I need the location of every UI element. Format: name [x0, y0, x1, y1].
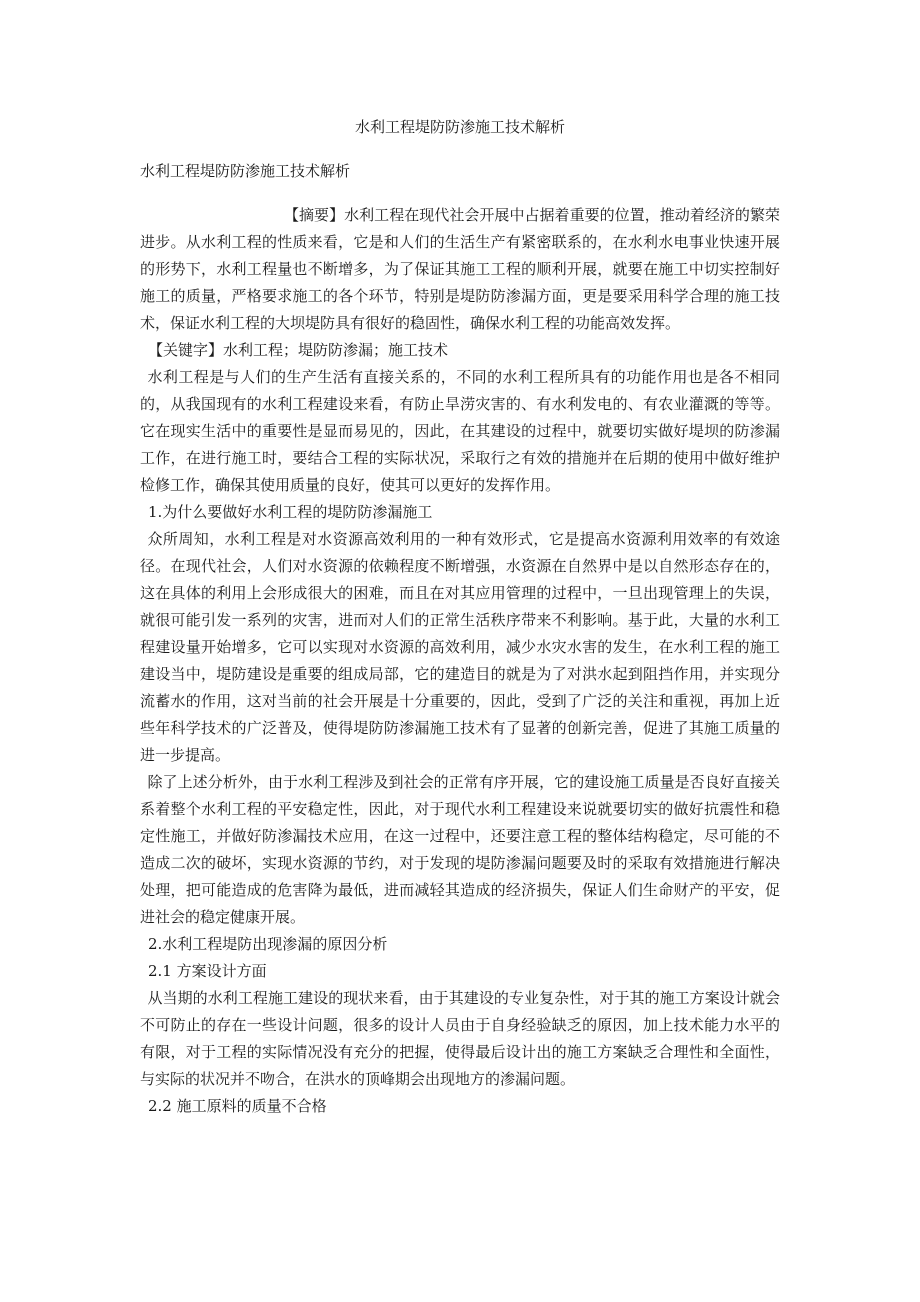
section-1-heading: 1.为什么要做好水利工程的堤防防渗漏施工	[148, 503, 433, 521]
section-2-1-paragraph: 从当期的水利工程施工建设的现状来看，由于其建设的专业复杂性，对于其的施工方案设计就会不可防止的存在一些设计问题，很多的设计人员由于自身经验缺乏的原因，加上技术能力水平的有限，对于工程的实际情况没有充分的把握，使得最后设计出的施工方案缺乏合理性和全面性，与实际的状况并不吻合，在洪水的顶峰期会出现地方的渗漏问题。	[140, 989, 780, 1088]
intro-paragraph: 水利工程是与人们的生产生活有直接关系的，不同的水利工程所具有的功能作用也是各不相同的，从我国现有的水利工程建设来看，有防止旱涝灾害的、有水利发电的、有农业灌溉的等等。它在现实生活中的重要性是显而易见的，因此，在其建设的过程中，就要切实做好堤坝的防渗漏工作，在进行施工时，要结合工程的实际状况，采取行之有效的措施并在后期的使用中做好维护检修工作，确保其使用质量的良好，使其可以更好的发挥作用。	[140, 368, 780, 494]
document-title: 水利工程堤防防渗施工技术解析	[354, 118, 565, 136]
section-2-2-heading: 2.2 施工原料的质量不合格	[148, 1097, 327, 1115]
section-1-paragraph-1: 众所周知，水利工程是对水资源高效利用的一种有效形式，它是提高水资源利用效率的有效途径。在现代社会，人们对水资源的依赖程度不断增强，水资源在自然界中是以自然形态存在的，这在具体的利用上会形成很大的困难，而且在对其应用管理的过程中，一旦出现管理上的失误，就很可能引发一系列的灾害，进而对人们的正常生活秩序带来不利影响。基于此，大量的水利工程建设量开始增多，它可以实现对水资源的高效利用，减少水灾水害的发生，在水利工程的施工建设当中，堤防建设是重要的组成局部，它的建造目的就是为了对洪水起到阻挡作用，并实现分流蓄水的作用，这对当前的社会开展是十分重要的，因此，受到了广泛的关注和重视，再加上近些年科学技术的广泛普及，使得堤防防渗漏施工技术有了显著的创新完善，促进了其施工质量的进一步提高。	[140, 530, 780, 764]
section-2-heading: 2.水利工程堤防出现渗漏的原因分析	[148, 935, 388, 953]
abstract-paragraph: 【摘要】水利工程在现代社会开展中占据着重要的位置，推动着经济的繁荣进步。从水利工程的性质来看，它是和人们的生活生产有紧密联系的，在水利水电事业快速开展的形势下，水利工程量也不断增多，为了保证其施工工程的顺利开展，就要在施工中切实控制好施工的质量，严格要求施工的各个环节，特别是堤防防渗漏方面，更是要采用科学合理的施工技术，保证水利工程的大坝堤防具有很好的稳固性，确保水利工程的功能高效发挥。	[140, 206, 780, 332]
document-subtitle: 水利工程堤防防渗施工技术解析	[140, 162, 351, 180]
section-1-paragraph-2: 除了上述分析外，由于水利工程涉及到社会的正常有序开展，它的建设施工质量是否良好直接关系着整个水利工程的平安稳定性，因此，对于现代水利工程建设来说就要切实的做好抗震性和稳定性施工，并做好防渗漏技术应用，在这一过程中，还要注意工程的整体结构稳定，尽可能的不造成二次的破坏，实现水资源的节约，对于发现的堤防渗漏问题要及时的采取有效措施进行解决处理，把可能造成的危害降为最低，进而减轻其造成的经济损失，保证人们生命财产的平安，促进社会的稳定健康开展。	[140, 773, 780, 926]
keywords-line: 【关键字】水利工程；堤防防渗漏；施工技术	[148, 341, 449, 359]
section-2-1-heading: 2.1 方案设计方面	[148, 962, 267, 980]
